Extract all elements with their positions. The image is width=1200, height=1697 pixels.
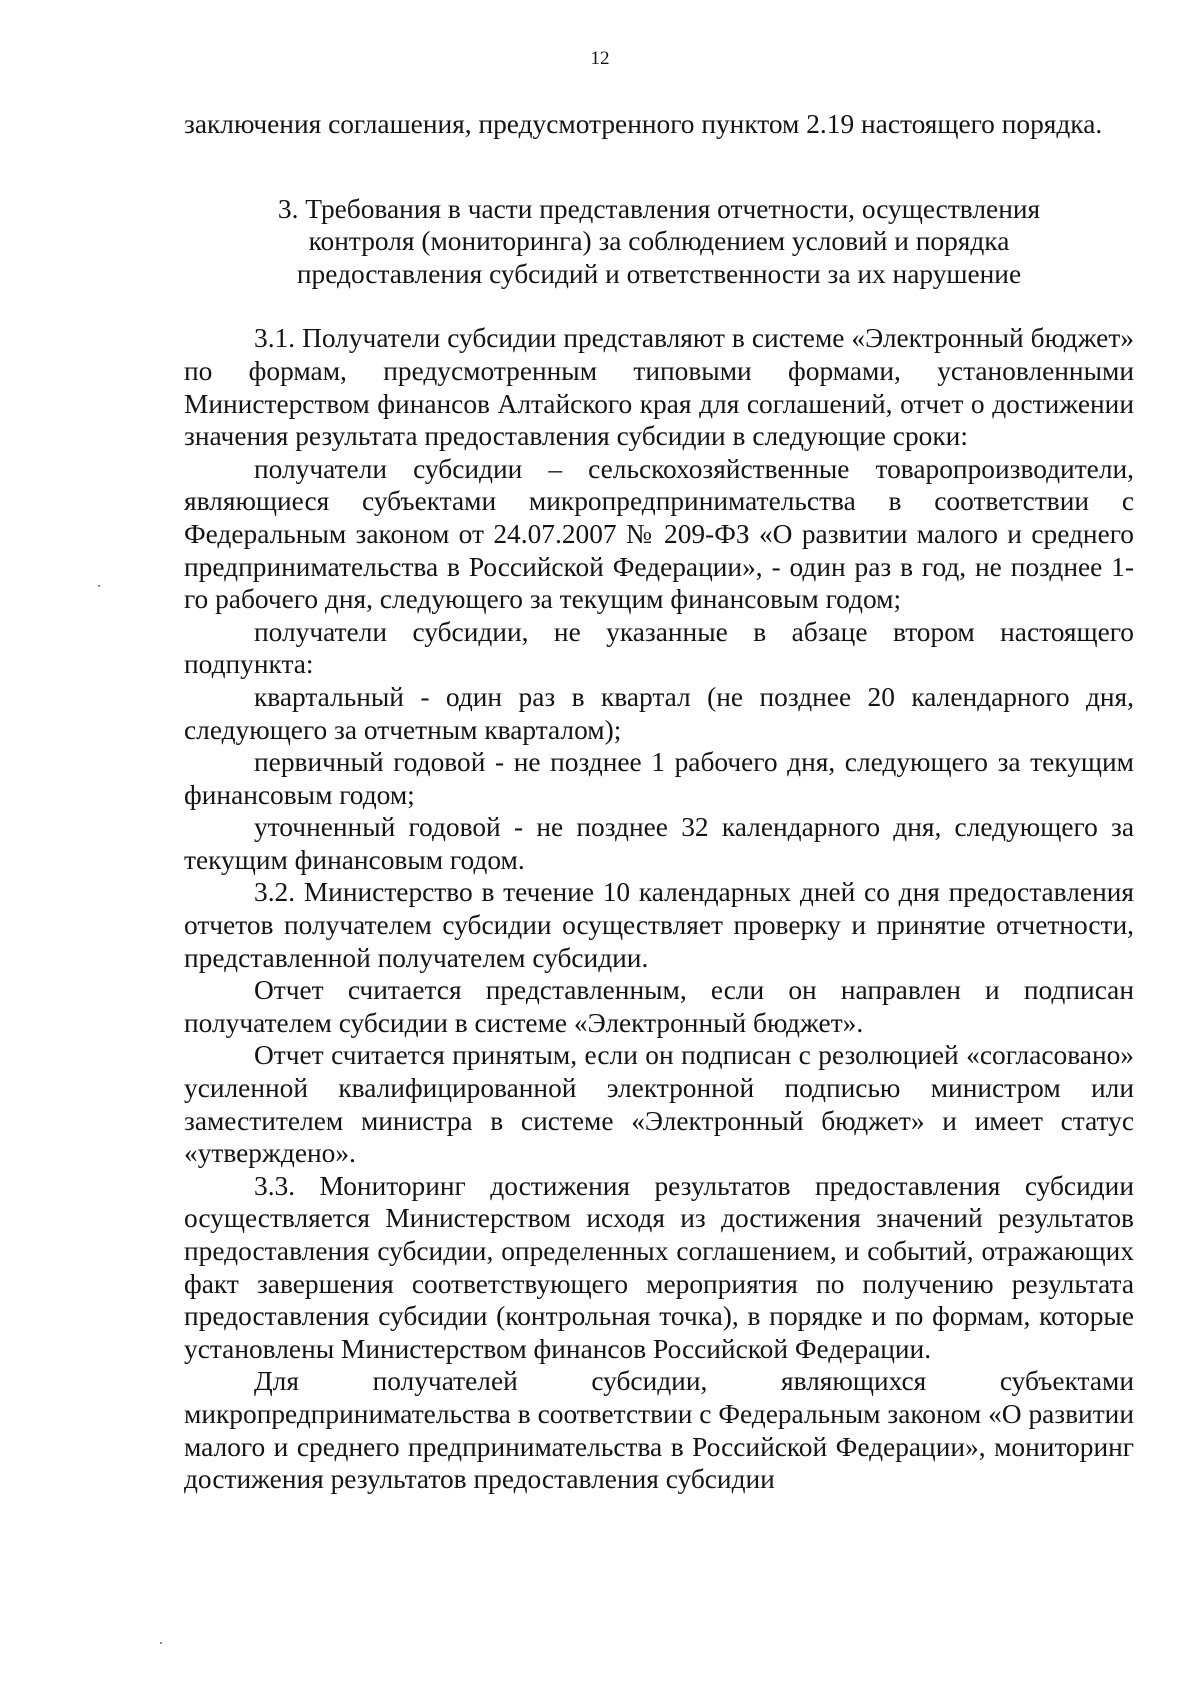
- scan-speck: [98, 585, 100, 587]
- paragraph-report-submitted: Отчет считается представленным, если он направлен и подписан получателем субсидии в системе «Электронный бюджет».: [184, 975, 1134, 1038]
- paragraph-3-2: 3.2. Министерство в течение 10 календарных дней со дня предоставления отчетов получателем субсидии осуществляет проверку и принятие отчетности, представленной получателем субсидии.: [184, 877, 1134, 973]
- paragraph-3-1: 3.1. Получатели субсидии представляют в системе «Электронный бюджет» по формам, предусмотренным типовыми формами, установленными Министерством финансов Алтайского края для соглашений, отчет о достижении значения результата предоставления субсидии в следующие сроки:: [184, 323, 1134, 452]
- paragraph-report-accepted: Отчет считается принятым, если он подписан с резолюцией «согласовано» усиленной квалифицированной электронной подписью министром или заместителем министра в системе «Электронный бюджет» и имеет статус «утверждено».: [184, 1040, 1134, 1169]
- paragraph-primary-annual: первичный годовой - не позднее 1 рабочего дня, следующего за текущим финансовым годом;: [184, 747, 1134, 810]
- paragraph-microbusiness-monitoring: Для получателей субсидии, являющихся субъектами микропредпринимательства в соответствии с Федеральным законом «О развитии малого и среднего предпринимательства в Российской Федерации», мониторинг достижения результатов предоставления субсидии: [184, 1366, 1134, 1495]
- paragraph-quarterly: квартальный - один раз в квартал (не позднее 20 календарного дня, следующего за отчетным кварталом);: [184, 681, 1134, 745]
- section-heading: 3. Требования в части представления отчетности, осуществления контроля (мониторинга) за соблюдением условий и порядка предоставления субсидий и ответственности за их нарушение: [277, 193, 1041, 289]
- document-body: [184, 108, 1134, 1496]
- paragraph-microbusiness-recipients: получатели субсидии – сельскохозяйственные товаропроизводители, являющиеся субъектами микропредпринимательства в соответствии с Федеральным законом от 24.07.2007 № 209-ФЗ «О развитии малого и среднего предпринимательства в Российской Федерации», - один раз в год, не позднее 1-го рабочего дня, следующего за текущим финансовым годом;: [184, 453, 1134, 615]
- paragraph-other-recipients: получатели субсидии, не указанные в абзаце втором настоящего подпункта:: [184, 616, 1134, 680]
- page-number: 12: [590, 48, 610, 69]
- paragraph-3-3: 3.3. Мониторинг достижения результатов предоставления субсидии осуществляется Министерством исходя из достижения значений результатов предоставления субсидии, определенных соглашением, и событий, отражающих факт завершения соответствующего мероприятия по получению результата предоставления субсидии (контрольная точка), в порядке и по формам, которые установлены Министерством финансов Российской Федерации.: [184, 1170, 1134, 1364]
- paragraph-continuation: заключения соглашения, предусмотренного пунктом 2.19 настоящего порядка.: [184, 109, 1103, 139]
- paragraph-refined-annual: уточненный годовой - не позднее 32 календарного дня, следующего за текущим финансовым годом.: [184, 812, 1134, 875]
- scan-speck: [160, 1642, 162, 1644]
